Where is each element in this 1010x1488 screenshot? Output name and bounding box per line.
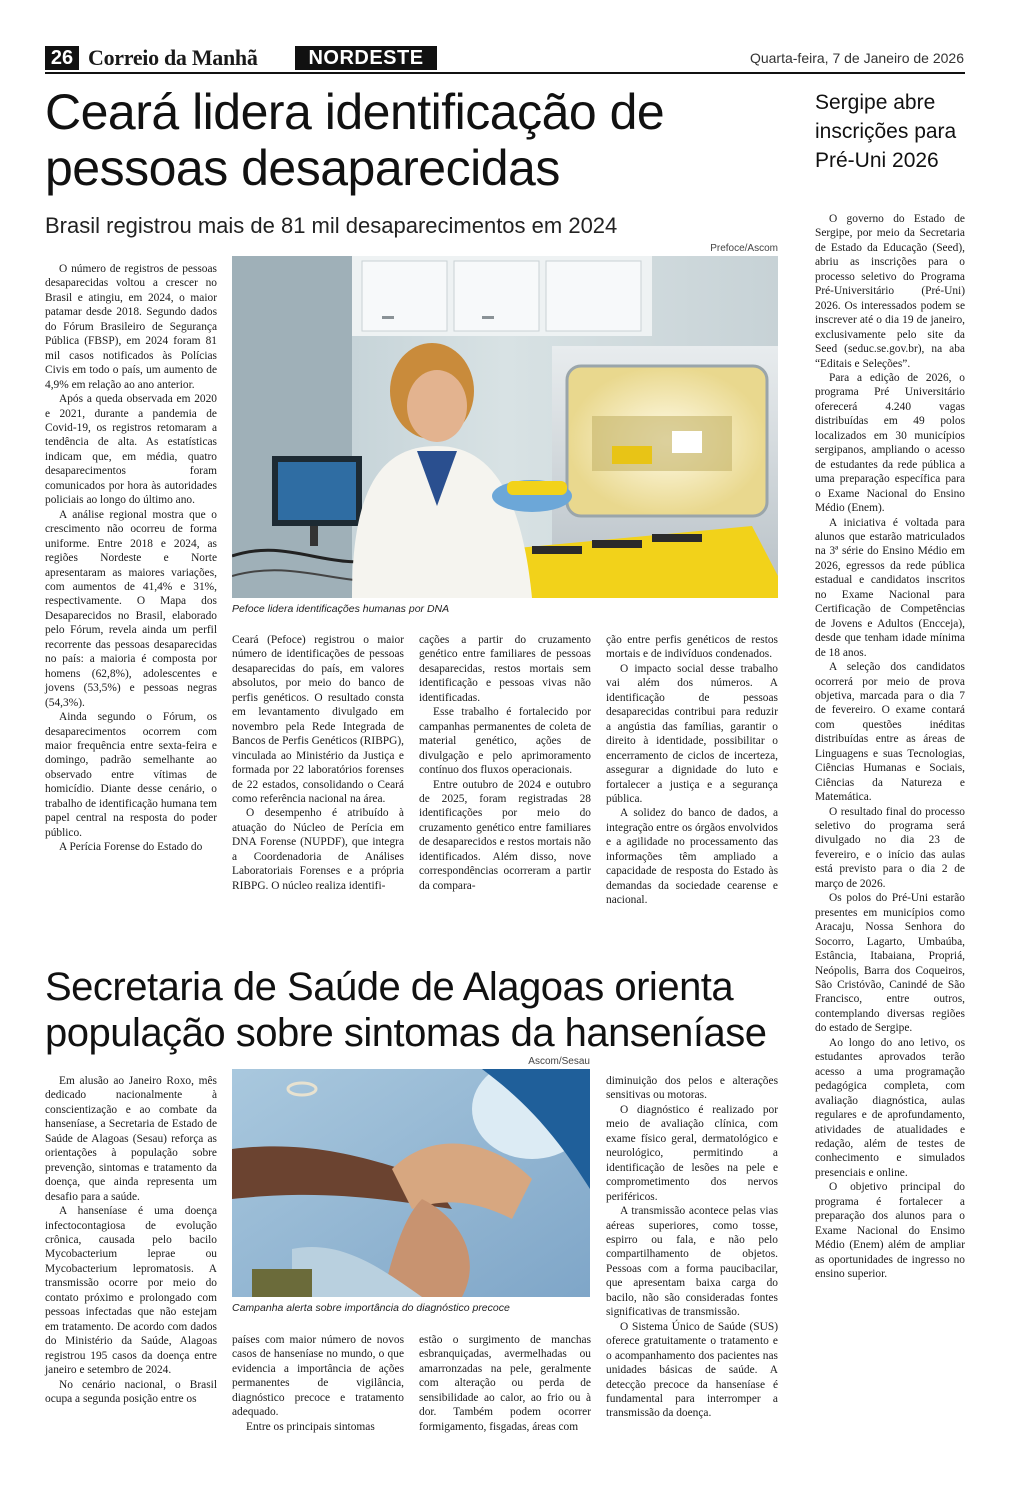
paragraph: cações a partir do cruzamento genético entre familiares de pessoas desaparecidas, restos mortais sem identificação e pessoas vivas não identificadas. [419, 634, 591, 704]
paragraph: A seleção dos candidatos ocorrerá por meio de prova objetiva, marcada para o dia 7 de fevereiro. O exame contará com questões inéditas distribuídas entre as áreas de Linguagens e suas Tecnologias, Ciências Humanas e Sociais, Ciências da Natureza e Matemática. [815, 661, 965, 804]
page-number: 26 [45, 46, 79, 70]
paragraph: Entre outubro de 2024 e outubro de 2025, foram registradas 28 identificações por meio do cruzamento genético entre familiares de desaparecidos e restos mortais não identificados. Além disso, nove correspondências ocorreram a partir da compara- [419, 778, 591, 892]
photo-credit: Prefoce/Ascom [710, 243, 778, 254]
paragraph: Em alusão ao Janeiro Roxo, mês dedicado nacionalmente à conscientização e ao combate da hanseníase, a Secretaria de Estado de Saúde de Alagoas (Sesau) reforça as orientações à população sobre prevenção, sintomas e tratamento da doença, que ainda representa um desafio para a saúde. [45, 1075, 217, 1203]
hands-photo [232, 1069, 590, 1297]
paragraph: ção entre perfis genéticos de restos mortais e de indivíduos condenados. [606, 634, 778, 661]
article-column [419, 633, 591, 893]
paragraph: O governo do Estado de Sergipe, por meio da Secretaria de Estado da Educação (Seed), abriu as inscrições para o processo seletivo do Programa Pré-Universitário (Pré-Uni) 2026. Os interessados podem se inscrever até o dia 19 de janeiro, exclusivamente pelo site da Seed (seduc.se.gov.br), na aba “Editais e Seleções”. [815, 213, 965, 370]
lab-photo [232, 256, 778, 598]
article-column [606, 633, 778, 908]
paragraph: No cenário nacional, o Brasil ocupa a segunda posição entre os [45, 1378, 217, 1405]
article-column [606, 1074, 778, 1421]
paragraph: estão o surgimento de manchas esbranquiçadas, avermelhadas ou amarronzadas na pele, geralmente com alteração ou perda de sensibilidade ao calor, ao frio ou à dor. Também podem ocorrer formigamento, fisgadas, áreas com [419, 1334, 591, 1433]
paragraph: Esse trabalho é fortalecido por campanhas permanentes de coleta de material genético, ações de divulgação e pelo aprimoramento contínuo dos fluxos operacionais. [419, 706, 591, 777]
masthead-logo: Correio da Manhã [88, 45, 258, 70]
main-subheadline: Brasil registrou mais de 81 mil desaparecimentos em 2024 [45, 213, 618, 238]
photo-caption: Pefoce lidera identificações humanas por DNA [232, 603, 450, 615]
paragraph: Ainda segundo o Fórum, os desaparecimentos ocorrem com maior frequência entre sexta-feira e domingo, padrão semelhante ao observado entre vítimas de homicídio. Diante desse cenário, o trabalho de identificação humana tem papel central na resposta do poder público. [45, 711, 217, 839]
paragraph: Para a edição de 2026, o programa Pré Universitário oferecerá 4.240 vagas distribuídas em 49 polos localizados em 30 municípios sergipanos, ampliando o acesso de estudantes da rede pública a uma preparação específica para o Exame Nacional do Ensino Médio (Enem). [815, 371, 965, 515]
paragraph: Entre os principais sintomas [246, 1420, 375, 1433]
paragraph: O impacto social desse trabalho vai além dos números. A identificação de pessoas desaparecidas contribui para reduzir a angústia das famílias, garantir o direito à identidade, possibilitar o encerramento de ciclos de incerteza, assegurar a dignidade do luto e fortalecer a justiça e a segurança pública. [606, 662, 778, 805]
paragraph: A iniciativa é voltada para alunos que estarão matriculados na 3ª série do Ensino Médio em 2026, egressos da rede pública estadual e candidatos inscritos no Exame Nacional para Certificação de Competências de Jovens e Adultos (Encceja), desde que tenham idade mínima de 18 anos. [815, 516, 965, 659]
paragraph: O número de registros de pessoas desaparecidas voltou a crescer no Brasil e atingiu, em 2024, o maior patamar desde 2018. Segundo dados do Fórum Brasileiro de Segurança Pública (FBSP), em 2024 foram 81 mil casos notificados às Polícias Civis em todo o país, um aumento de 4,9% em relação ao ano anterior. [45, 263, 217, 391]
header-divider [45, 72, 965, 74]
side-headline: Sergipe abre inscrições para Pré-Uni 2026 [815, 91, 957, 172]
paragraph: A Perícia Forense do Estado do [59, 841, 203, 854]
paragraph: A análise regional mostra que o crescimento não ocorreu de forma uniforme. Entre 2018 e 2024, as regiões Nordeste e Norte apresentaram as maiores variações, com aumentos de 41,4% e 31%, respectivamente. O Mapa dos Desaparecidos no Brasil, elaborado pelo Fórum, revela ainda um perfil recorrente das pessoas desaparecidas no país: a maioria é composta por homens (62,8%), adolescentes e jovens (53,5%) e pessoas negras (54,3%). [45, 508, 217, 709]
paragraph: países com maior número de novos casos de hanseníase no mundo, o que evidencia a importância de ações permanentes de vigilância, diagnóstico precoce e tratamento adequado. [232, 1334, 404, 1419]
paragraph: Após a queda observada em 2020 e 2021, durante a pandemia de Covid-19, os registros retomaram a tendência de alta. As estatísticas indicam que, em média, quatro desaparecimentos foram comunicados por hora às autoridades policiais ao longo do último ano. [45, 393, 217, 507]
paragraph: Os polos do Pré-Uni estarão presentes em municípios como Aracaju, Nossa Senhora do Socorro, Lagarto, Umbaúba, Estância, Itabaiana, Propriá, Neópolis, Barra dos Coqueiros, São Cristóvão, Canindé de São Francisco, entre outros, contemplando diversas regiões do estado de Sergipe. [815, 892, 965, 1035]
paragraph: A solidez do banco de dados, a integração entre os órgãos envolvidos e a agilidade no processamento das informações têm ampliado a capacidade de resposta do Estado às demandas da sociedade cearense e nacional. [606, 807, 778, 907]
paragraph: Ao longo do ano letivo, os estudantes aprovados terão acesso a uma programação pedagógica completa, com avaliação diagnóstica, aulas regulares e de aprofundamento, atividades de atualidades e redação, além de testes de conhecimento e simulados presenciais e online. [815, 1036, 965, 1179]
photo-credit: Ascom/Sesau [528, 1056, 590, 1067]
paragraph: O desempenho é atribuído à atuação do Núcleo de Perícia em DNA Forense (NUPDF), que integra a Coordenadoria de Análises Laboratoriais Forenses e a própria RIBPG. O núcleo realiza identifi- [232, 807, 404, 892]
article-column [45, 1074, 217, 1406]
paragraph: Ceará (Pefoce) registrou o maior número de identificações de pessoas desaparecidas do país, em valores absolutos, por meio do banco de perfis genéticos. O resultado consta em levantamento divulgado em novembro pela Rede Integrada de Bancos de Perfis Genéticos (RIBPG), vinculada ao Ministério da Justiça e formada por 22 laboratórios forenses de 22 estados, consolidando o Ceará como referência nacional na área. [232, 634, 404, 805]
issue-date: Quarta-feira, 7 de Janeiro de 2026 [749, 50, 964, 66]
paragraph: O objetivo principal do programa é fortalecer a preparação dos alunos para o Exame Nacional do Ensimo Médio (Enem) além de ampliar as oportunidades de ingresso no ensino superior. [815, 1181, 965, 1281]
main-headline: Ceará lidera identificação de pessoas desaparecidas [45, 84, 665, 196]
paragraph: A hanseníase é uma doença infectocontagiosa de evolução crônica, causada pelo bacilo Mycobacterium leprae ou Mycobacterium lepromatosis. A transmissão ocorre por meio do contato próximo e prolongado com pessoas infectadas que não estejam em tratamento. De acordo com dados do Ministério da Saúde, Alagoas registrou 195 casos da doença entre janeiro e setembro de 2024. [45, 1205, 217, 1377]
photo-caption: Campanha alerta sobre importância do diagnóstico precoce [232, 1302, 510, 1314]
paragraph: A transmissão acontece pelas vias aéreas superiores, como tosse, espirro ou fala, e não pelo compartilhamento de objetos. Pessoas com a forma paucibacilar, que apresentam baixa carga do bacilo, não são consideradas fontes significativas de transmissão. [606, 1205, 778, 1319]
paragraph: O resultado final do processo seletivo do programa será divulgado no dia 23 de fevereiro, e o início das aulas está previsto para o dia 2 de março de 2026. [815, 805, 965, 890]
article-column [232, 633, 404, 893]
paragraph: O diagnóstico é realizado por meio de avaliação clínica, com exame físico geral, dermatológico e neurológico, permitindo a identificação de lesões na pele e comprometimento dos nervos periféricos. [606, 1103, 778, 1203]
side-article-column [815, 212, 965, 1282]
article-column [419, 1333, 591, 1434]
section-label: NORDESTE [295, 46, 437, 70]
paragraph: O Sistema Único de Saúde (SUS) oferece gratuitamente o tratamento e o acompanhamento dos pacientes nas unidades básicas de saúde. A detecção precoce da hanseníase é fundamental para interromper a transmissão da doença. [606, 1320, 778, 1420]
second-headline: Secretaria de Saúde de Alagoas orienta população sobre sintomas da hanseníase [45, 965, 767, 1055]
article-column [232, 1333, 404, 1434]
paragraph: diminuição dos pelos e alterações sensitivas ou motoras. [606, 1075, 778, 1102]
article-column [45, 262, 217, 855]
